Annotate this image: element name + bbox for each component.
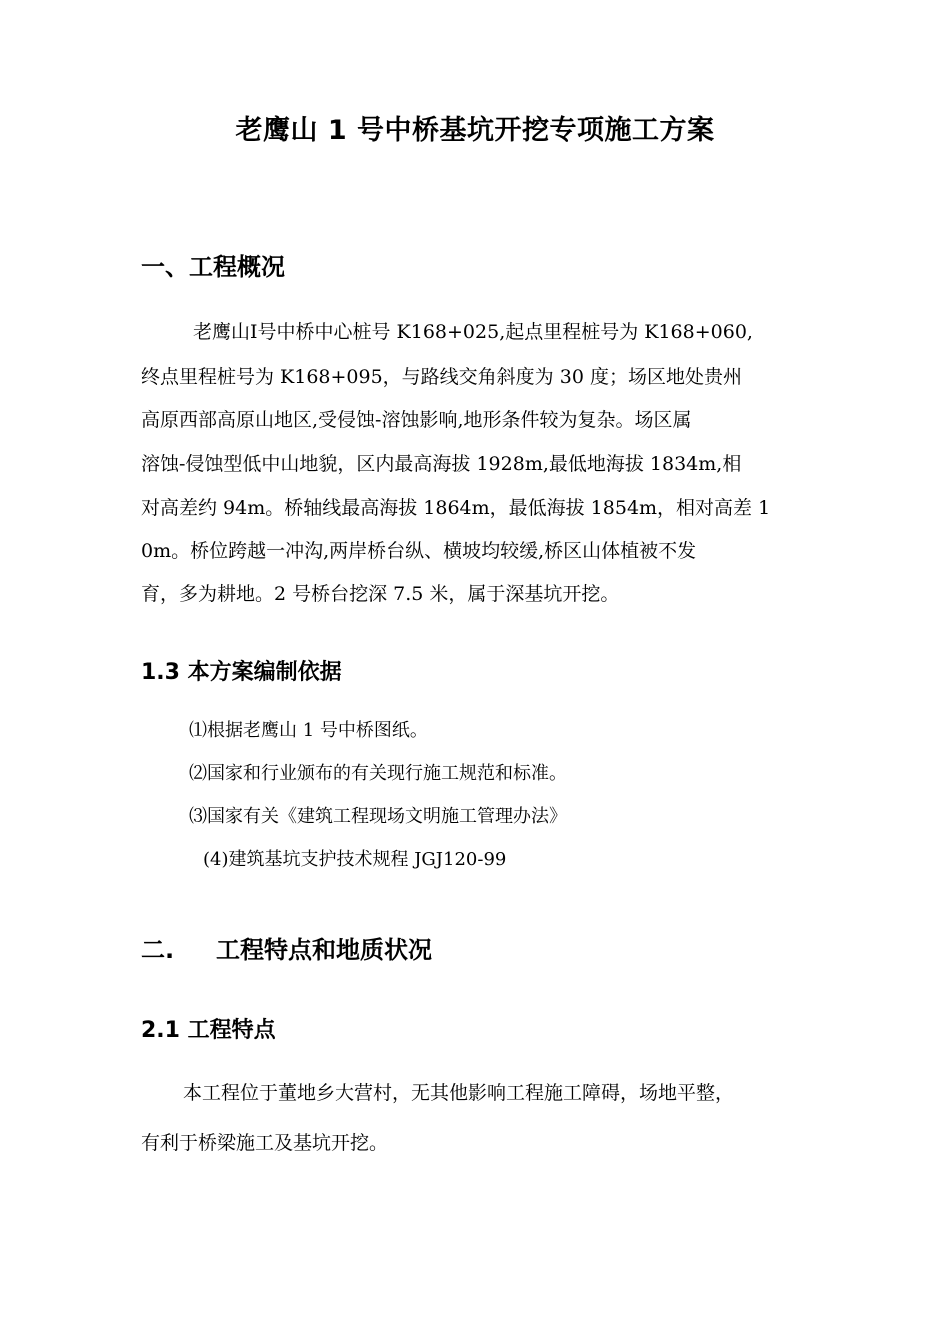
paragraph-line: 溶蚀-侵蚀型低中山地貌，区内最高海拔 1928m,最低地海拔 1834m,相	[141, 453, 742, 475]
paragraph-line: 有利于桥梁施工及基坑开挖。	[141, 1132, 389, 1154]
list-item: ⑴根据老鹰山 1 号中桥图纸。	[189, 720, 428, 741]
paragraph-line: 对高差约 94m。桥轴线最高海拔 1864m，最低海拔 1854m，相对高差 1	[141, 497, 771, 519]
paragraph-line: 老鹰山Ⅰ号中桥中心桩号 K168+025,起点里程桩号为 K168+060,	[193, 321, 753, 343]
paragraph-line: 本工程位于董地乡大营村，无其他影响工程施工障碍，场地平整，	[183, 1082, 735, 1104]
section-2-1-heading: 2.1 工程特点	[141, 1018, 276, 1043]
section-1-heading: 一、工程概况	[141, 253, 285, 281]
paragraph-line: 育，多为耕地。2 号桥台挖深 7.5 米，属于深基坑开挖。	[141, 583, 620, 605]
list-item: ⑵国家和行业颁布的有关现行施工规范和标准。	[189, 763, 567, 784]
paragraph-line: 终点里程桩号为 K168+095，与路线交角斜度为 30 度；场区地处贵州	[141, 366, 742, 388]
paragraph-line: 0m。桥位跨越一冲沟,两岸桥台纵、横坡均较缓,桥区山体植被不发	[141, 540, 697, 562]
list-item: (4)建筑基坑支护技术规程 JGJ120-99	[203, 849, 507, 870]
section-2-heading: 工程特点和地质状况	[216, 936, 432, 964]
section-1-3-heading: 1.3 本方案编制依据	[141, 660, 342, 685]
section-2-number: 二.	[141, 936, 175, 964]
paragraph-line: 高原西部高原山地区,受侵蚀-溶蚀影响,地形条件较为复杂。场区属	[141, 409, 692, 431]
document-title: 老鹰山 1 号中桥基坑开挖专项施工方案	[235, 115, 715, 146]
list-item: ⑶国家有关《建筑工程现场文明施工管理办法》	[189, 806, 567, 827]
